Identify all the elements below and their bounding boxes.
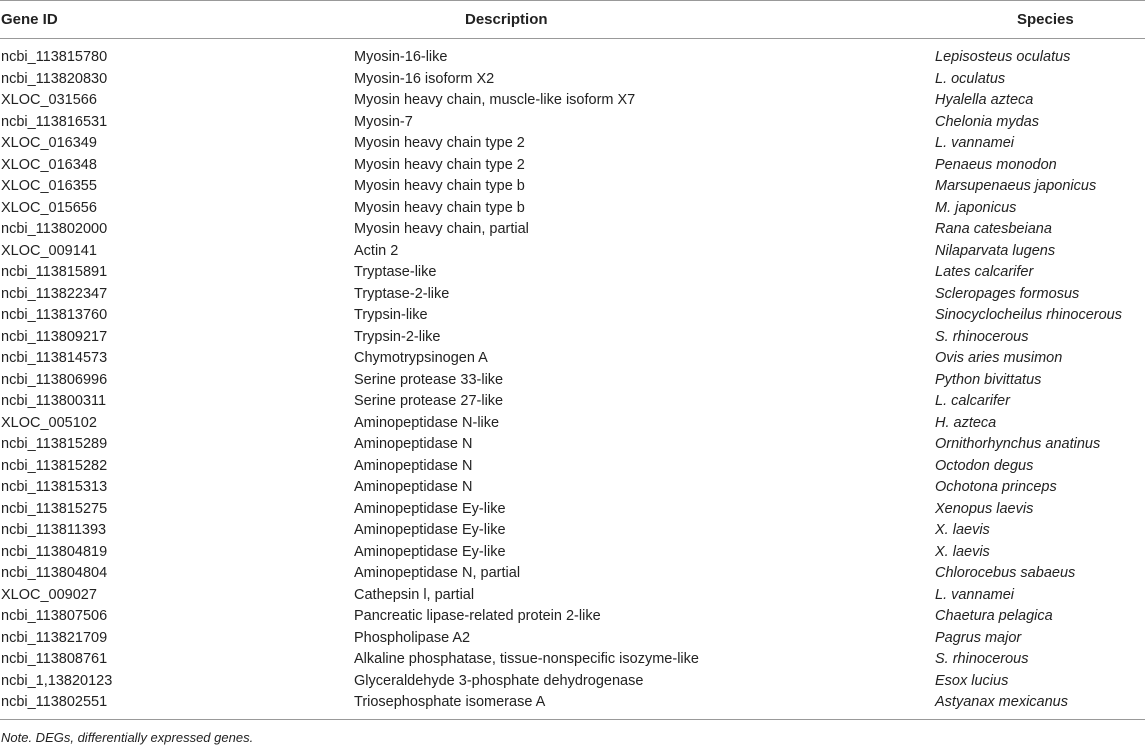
cell-description: Myosin heavy chain type b [354, 178, 525, 194]
cell-species: Penaeus monodon [935, 156, 1057, 173]
table-body [0, 39, 1145, 714]
cell-gene-id: ncbi_113815891 [1, 264, 108, 280]
table-row [0, 262, 1145, 284]
table-row [0, 606, 1145, 628]
cell-description: Myosin heavy chain, muscle-like isoform X7 [354, 92, 636, 108]
cell-species: Ochotona princeps [935, 479, 1057, 495]
cell-gene-id: ncbi_113804804 [1, 565, 108, 581]
table-row [0, 284, 1145, 306]
cell-description: Myosin-7 [354, 113, 413, 130]
cell-gene-id: ncbi_113816531 [1, 113, 108, 130]
cell-description: Chymotrypsinogen A [354, 350, 488, 366]
table-row [0, 176, 1145, 198]
table-row [0, 305, 1145, 327]
cell-species: Xenopus laevis [935, 500, 1034, 517]
cell-gene-id: XLOC_016349 [1, 135, 97, 151]
cell-description: Serine protease 33-like [354, 371, 504, 388]
cell-description: Actin 2 [354, 242, 399, 259]
cell-species: Sinocyclocheilus rhinocerous [935, 307, 1122, 323]
cell-gene-id: ncbi_113815289 [1, 436, 108, 452]
cell-description: Aminopeptidase N-like [354, 414, 500, 431]
header-description: Description [465, 11, 548, 28]
table-row [0, 499, 1145, 521]
table-row [0, 692, 1145, 714]
cell-description: Myosin-16 isoform X2 [354, 70, 495, 87]
cell-species: Esox lucius [935, 672, 1009, 689]
cell-species: Hyalella azteca [935, 92, 1034, 108]
table-row [0, 477, 1145, 499]
cell-gene-id: ncbi_113811393 [1, 522, 107, 538]
cell-description: Myosin heavy chain type 2 [354, 156, 525, 173]
cell-gene-id: XLOC_016348 [1, 156, 97, 173]
cell-gene-id: ncbi_113807506 [1, 608, 108, 624]
table-row [0, 133, 1145, 155]
cell-description: Cathepsin l, partial [354, 586, 475, 603]
cell-description: Phospholipase A2 [354, 629, 471, 646]
cell-gene-id: ncbi_113820830 [1, 70, 108, 87]
cell-gene-id: ncbi_113802551 [1, 694, 108, 710]
cell-gene-id: XLOC_005102 [1, 414, 97, 431]
table-row [0, 628, 1145, 650]
cell-species: S. rhinocerous [935, 651, 1029, 667]
cell-description: Myosin heavy chain, partial [354, 221, 529, 237]
table-header [0, 0, 1145, 39]
cell-description: Serine protease 27-like [354, 393, 504, 409]
table-row [0, 370, 1145, 392]
table-row [0, 391, 1145, 413]
cell-gene-id: ncbi_1,13820123 [1, 672, 113, 689]
cell-description: Trypsin-like [354, 307, 428, 323]
cell-description: Alkaline phosphatase, tissue-nonspecific isozyme-like [354, 651, 699, 667]
table-note: Note. DEGs, differentially expressed genes. [1, 730, 254, 745]
cell-species: Astyanax mexicanus [935, 694, 1068, 710]
cell-species: Pagrus major [935, 629, 1022, 646]
cell-description: Aminopeptidase Ey-like [354, 522, 506, 538]
cell-description: Tryptase-like [354, 264, 437, 280]
cell-gene-id: ncbi_113804819 [1, 543, 108, 560]
cell-description: Pancreatic lipase-related protein 2-like [354, 608, 601, 624]
table-row [0, 69, 1145, 91]
table-row [0, 563, 1145, 585]
cell-description: Aminopeptidase N [354, 436, 473, 452]
table-row [0, 90, 1145, 112]
cell-description: Myosin heavy chain type 2 [354, 135, 525, 151]
cell-description: Aminopeptidase N [354, 479, 473, 495]
cell-gene-id: XLOC_009027 [1, 586, 97, 603]
cell-gene-id: ncbi_113800311 [1, 393, 107, 409]
cell-gene-id: ncbi_113802000 [1, 221, 108, 237]
cell-gene-id: ncbi_113815313 [1, 479, 108, 495]
cell-gene-id: ncbi_113814573 [1, 350, 108, 366]
table-row [0, 327, 1145, 349]
table-row [0, 649, 1145, 671]
cell-species: Lates calcarifer [935, 264, 1034, 280]
header-species: Species [1017, 11, 1074, 28]
table-bottom-rule [0, 719, 1145, 720]
cell-gene-id: XLOC_015656 [1, 199, 97, 216]
cell-description: Aminopeptidase Ey-like [354, 500, 506, 517]
table-row [0, 219, 1145, 241]
table-row [0, 434, 1145, 456]
cell-gene-id: XLOC_016355 [1, 178, 97, 194]
cell-description: Glyceraldehyde 3-phosphate dehydrogenase [354, 672, 644, 689]
cell-species: S. rhinocerous [935, 328, 1029, 345]
cell-description: Myosin-16-like [354, 49, 448, 65]
cell-description: Trypsin-2-like [354, 328, 441, 345]
table-row [0, 241, 1145, 263]
cell-species: H. azteca [935, 414, 997, 431]
cell-gene-id: ncbi_113809217 [1, 328, 108, 345]
cell-species: Rana catesbeiana [935, 221, 1052, 237]
cell-description: Tryptase-2-like [354, 285, 450, 302]
cell-species: Ovis aries musimon [935, 350, 1063, 366]
cell-description: Triosephosphate isomerase A [354, 694, 546, 710]
table-row [0, 348, 1145, 370]
cell-species: X. laevis [935, 522, 990, 538]
cell-species: Python bivittatus [935, 371, 1042, 388]
cell-species: Chelonia mydas [935, 113, 1039, 130]
cell-description: Myosin heavy chain type b [354, 199, 525, 216]
table-row [0, 542, 1145, 564]
table-row [0, 456, 1145, 478]
cell-species: L. calcarifer [935, 393, 1010, 409]
cell-description: Aminopeptidase Ey-like [354, 543, 506, 560]
cell-species: Marsupenaeus japonicus [935, 178, 1097, 194]
cell-gene-id: ncbi_113815275 [1, 500, 108, 517]
table-row [0, 198, 1145, 220]
cell-description: Aminopeptidase N [354, 457, 473, 474]
table-row [0, 155, 1145, 177]
table-row [0, 112, 1145, 134]
table-row [0, 413, 1145, 435]
table-row [0, 585, 1145, 607]
cell-species: Ornithorhynchus anatinus [935, 436, 1101, 452]
cell-gene-id: ncbi_113822347 [1, 285, 108, 302]
cell-description: Aminopeptidase N, partial [354, 565, 521, 581]
cell-gene-id: ncbi_113813760 [1, 307, 108, 323]
table-row [0, 671, 1145, 693]
cell-species: Octodon degus [935, 457, 1034, 474]
cell-gene-id: XLOC_031566 [1, 92, 97, 108]
cell-gene-id: XLOC_009141 [1, 242, 97, 259]
cell-species: M. japonicus [935, 199, 1017, 216]
cell-species: Lepisosteus oculatus [935, 49, 1071, 65]
cell-gene-id: ncbi_113815282 [1, 457, 108, 474]
cell-species: Scleropages formosus [935, 285, 1080, 302]
cell-gene-id: ncbi_113808761 [1, 651, 108, 667]
cell-gene-id: ncbi_113806996 [1, 371, 108, 388]
table-row [0, 520, 1145, 542]
cell-species: X. laevis [935, 543, 990, 560]
cell-species: L. oculatus [935, 70, 1006, 87]
cell-gene-id: ncbi_113821709 [1, 629, 108, 646]
table-row [0, 47, 1145, 69]
cell-species: L. vannamei [935, 135, 1014, 151]
cell-species: Chaetura pelagica [935, 608, 1053, 624]
cell-species: Nilaparvata lugens [935, 242, 1056, 259]
header-gene-id: Gene ID [1, 11, 58, 28]
cell-species: Chlorocebus sabaeus [935, 565, 1076, 581]
cell-gene-id: ncbi_113815780 [1, 49, 108, 65]
cell-species: L. vannamei [935, 586, 1014, 603]
